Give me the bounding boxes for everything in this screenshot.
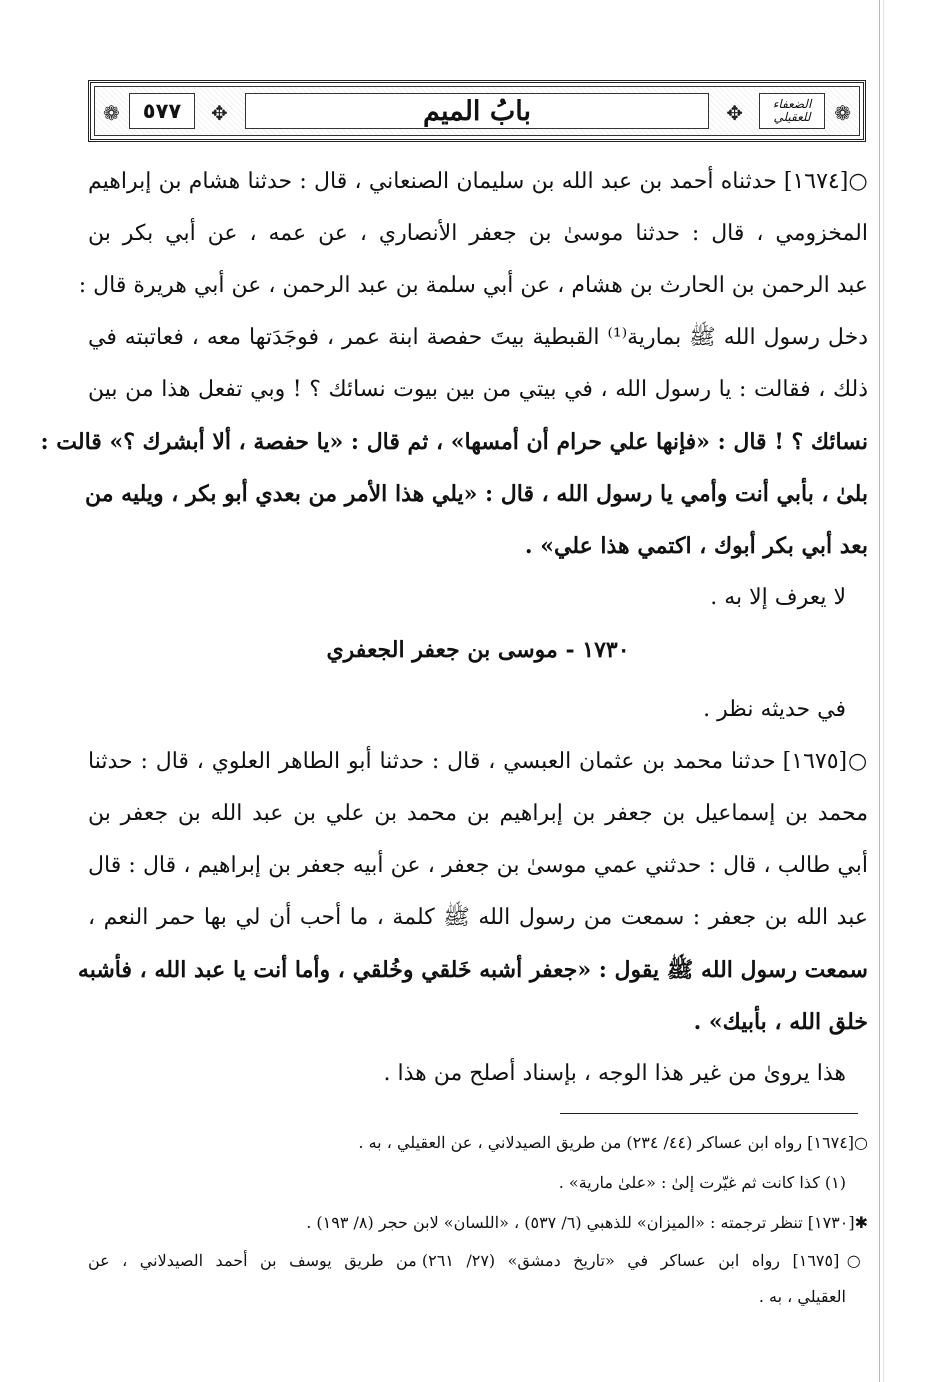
chapter-title-box bbox=[245, 93, 709, 129]
ornament-icon: ✥ bbox=[726, 101, 743, 125]
hadith-line: ○[١٦٧٥] حدثنا محمد بن عثمان العبسي ، قال : حدثنا أبو الطاهر العلوي ، قال : حدثنا bbox=[88, 749, 869, 774]
ornament-icon: ❁ bbox=[103, 101, 120, 125]
hadith-line: محمد بن إسماعيل بن جعفر بن إبراهيم بن محمد بن علي بن عبد الله بن جعفر بن bbox=[88, 801, 868, 826]
hadith-line: أبي طالب ، قال : حدثني عمي موسىٰ بن جعفر ، عن أبيه جعفر بن إبراهيم ، قال : قال bbox=[88, 853, 868, 878]
ornament-icon: ✥ bbox=[211, 101, 228, 125]
footnote-separator bbox=[560, 1113, 858, 1114]
page-header bbox=[88, 80, 866, 142]
hadith-line: ذلك ، فقالت : يا رسول الله ، في بيتي من بين بيوت نسائك ؟ ! وبي تفعل هذا من بين bbox=[88, 377, 868, 402]
page-edge-line bbox=[879, 0, 880, 1382]
book-logo-box bbox=[759, 93, 825, 129]
hadith-line: سمعت رسول الله ﷺ يقول : «جعفر أشبه خَلقي وخُلقي ، وأما أنت يا عبد الله ، فأشبه bbox=[77, 957, 868, 983]
hadith-line: عبد الرحمن بن الحارث بن هشام ، عن أبي سلمة بن عبد الرحمن ، عن أبي هريرة قال : bbox=[78, 273, 868, 298]
footnote: العقيلي ، به . bbox=[758, 1287, 846, 1306]
hadith-line: المخزومي ، قال : حدثنا موسىٰ بن جعفر الأنصاري ، عن عمه ، عن أبي بكر بن bbox=[88, 221, 868, 246]
book-logo: الضعفاء للعقيلي bbox=[772, 97, 812, 124]
page-number-box bbox=[129, 93, 195, 129]
hadith-line: بعد أبي بكر أبوك ، اكتمي هذا علي» . bbox=[524, 533, 868, 559]
ornament-icon: ❁ bbox=[834, 101, 851, 125]
hadith-line: دخل رسول الله ﷺ بمارية⁽¹⁾ القبطية بيتَ حفصة ابنة عمر ، فوجَدَتها معه ، فعاتبته في bbox=[88, 325, 868, 350]
hadith-line: نسائك ؟ ! قال : «فإنها علي حرام أن أمسها» ، ثم قال : «يا حفصة ، ألا أبشرك ؟» قالت : bbox=[40, 429, 868, 455]
hadith-line: عبد الله بن جعفر : سمعت من رسول الله ﷺ كلمة ، ما أحب أن لي بها حمر النعم ، bbox=[88, 905, 868, 930]
header-ornament-frame bbox=[94, 86, 860, 136]
chapter-title: بابُ الميم bbox=[422, 95, 531, 127]
biography-note: في حديثه نظر . bbox=[703, 697, 846, 722]
biography-heading: ١٧٣٠ - موسى بن جعفر الجعفري bbox=[326, 637, 630, 663]
footnote: ✱[١٧٣٠] تنظر ترجمته : «الميزان» للذهبي (٦/ ٥٣٧) ، «اللسان» لابن حجر (٨/ ١٩٣) . bbox=[306, 1213, 868, 1232]
footnote: (١) كذا كانت ثم غيّرت إلىٰ : «علىٰ مارية» . bbox=[558, 1173, 846, 1192]
hadith-line: ○[١٦٧٤] حدثناه أحمد بن عبد الله بن سليمان الصنعاني ، قال : حدثنا هشام بن إبراهيم bbox=[88, 169, 869, 194]
hadith-line: بلىٰ ، بأبي أنت وأمي يا رسول الله ، قال : «يلي هذا الأمر من بعدي أبو بكر ، ويليه من bbox=[84, 481, 868, 507]
narrator-note: هذا يروىٰ من غير هذا الوجه ، بإسناد أصلح من هذا . bbox=[383, 1061, 846, 1086]
footnote: ○[١٦٧٤] رواه ابن عساكر (٤٤/ ٢٣٤) من طريق الصيدلاني ، عن العقيلي ، به . bbox=[358, 1133, 868, 1152]
page-number: ٥٧٧ bbox=[142, 99, 182, 123]
page-edge-shadow bbox=[883, 0, 884, 1382]
hadith-line: خلق الله ، بأبيك» . bbox=[693, 1009, 868, 1035]
footnote: ○[١٦٧٥] رواه ابن عساكر في «تاريخ دمشق» (٢٧/ ٢٦١) من طريق يوسف بن أحمد الصيدلاني ، عن bbox=[88, 1251, 869, 1270]
narrator-note: لا يعرف إلا به . bbox=[710, 585, 846, 610]
